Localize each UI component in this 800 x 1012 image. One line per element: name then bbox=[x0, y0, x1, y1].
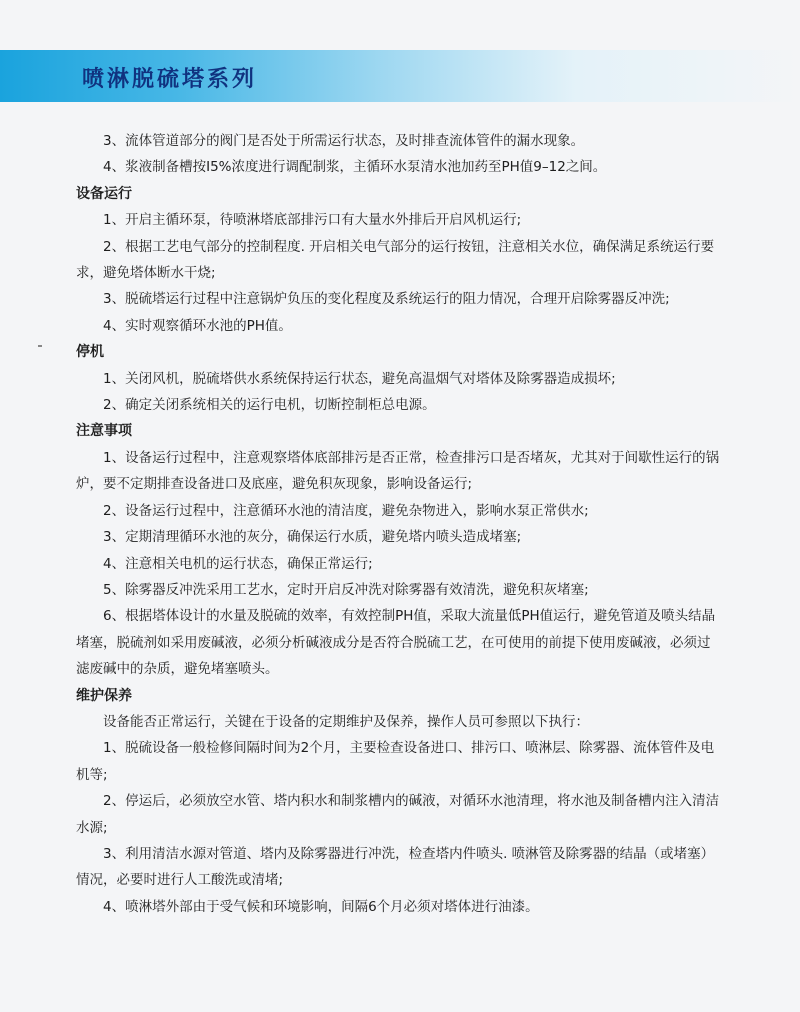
page-title: 喷淋脱硫塔系列 bbox=[82, 67, 258, 92]
document-body bbox=[76, 128, 746, 920]
text-line: 5、除雾器反冲洗采用工艺水，定时开启反冲洗对除雾器有效清洗，避免积灰堵塞; bbox=[103, 581, 589, 598]
text-line: 4、注意相关电机的运行状态，确保正常运行; bbox=[103, 555, 373, 572]
text-line: 1、关闭风机，脱硫塔供水系统保持运行状态，避免高温烟气对塔体及除雾器造成损坏; bbox=[103, 370, 616, 387]
text-line: 3、脱硫塔运行过程中注意锅炉负压的变化程度及系统运行的阻力情况，合理开启除雾器反冲洗; bbox=[103, 291, 670, 308]
text-line: 设备能否正常运行，关键在于设备的定期维护及保养，操作人员可参照以下执行： bbox=[103, 713, 589, 730]
text-line: 3、定期清理循环水池的灰分，确保运行水质，避免塔内喷头造成堵塞; bbox=[103, 529, 522, 546]
text-line: 4、实时观察循环水池的PH值。 bbox=[103, 317, 292, 334]
section-heading: 注意事项 bbox=[76, 423, 132, 440]
scan-mark bbox=[38, 345, 42, 347]
text-line: 2、确定关闭系统相关的运行电机，切断控制柜总电源。 bbox=[103, 397, 436, 414]
text-line: 3、流体管道部分的阀门是否处于所需运行状态，及时排查流体管件的漏水现象。 bbox=[103, 133, 585, 149]
header-banner bbox=[0, 50, 800, 106]
text-line: 4、喷淋塔外部由于受气候和环境影响，间隔6个月必须对塔体进行油漆。 bbox=[103, 898, 539, 915]
section-heading: 设备运行 bbox=[76, 185, 132, 202]
text-line: 2、停运后，必须放空水管、塔内积水和制浆槽内的碱液，对循环水池清理，将水池及制备槽内注入清洁 bbox=[103, 793, 720, 810]
text-line: 水源; bbox=[76, 819, 108, 836]
section-heading: 停机 bbox=[76, 344, 104, 361]
section-heading: 维护保养 bbox=[76, 687, 132, 704]
text-line: 2、根据工艺电气部分的控制程度. 开启相关电气部分的运行按钮，注意相关水位，确保满足系统运行要 bbox=[103, 238, 715, 255]
text-line: 堵塞，脱硫剂如采用废碱液，必须分析碱液成分是否符合脱硫工艺，在可使用的前提下使用废碱液，必须过 bbox=[76, 634, 711, 651]
text-line: 4、浆液制备槽按I5%浓度进行调配制浆，主循环水泵清水池加药至PH值9–12之间。 bbox=[103, 159, 607, 176]
text-line: 炉，要不定期排查设备进口及底座，避免积灰现象，影响设备运行; bbox=[76, 476, 473, 493]
text-line: 6、根据塔体设计的水量及脱硫的效率，有效控制PH值，采取大流量低PH值运行，避免管道及喷头结晶 bbox=[103, 608, 716, 625]
text-line: 1、开启主循环泵，待喷淋塔底部排污口有大量水外排后开启风机运行; bbox=[103, 212, 522, 229]
text-line: 机等; bbox=[76, 766, 108, 783]
text-line: 1、设备运行过程中，注意观察塔体底部排污是否正常，检查排污口是否堵灰，尤其对于间歇性运行的锅 bbox=[103, 449, 720, 466]
text-line: 3、利用清洁水源对管道、塔内及除雾器进行冲洗，检查塔内件喷头. 喷淋管及除雾器的结晶（或堵塞） bbox=[103, 845, 715, 862]
text-line: 滤废碱中的杂质，避免堵塞喷头。 bbox=[76, 661, 279, 678]
text-line: 情况，必要时进行人工酸洗或清堵; bbox=[76, 872, 284, 889]
text-line: 1、脱硫设备一般检修间隔时间为2个月，主要检查设备进口、排污口、喷淋层、除雾器、流体管件及电 bbox=[103, 740, 715, 757]
text-line: 2、设备运行过程中，注意循环水池的清洁度，避免杂物进入，影响水泵正常供水; bbox=[103, 502, 589, 519]
text-line: 求，避免塔体断水干烧; bbox=[76, 265, 216, 282]
